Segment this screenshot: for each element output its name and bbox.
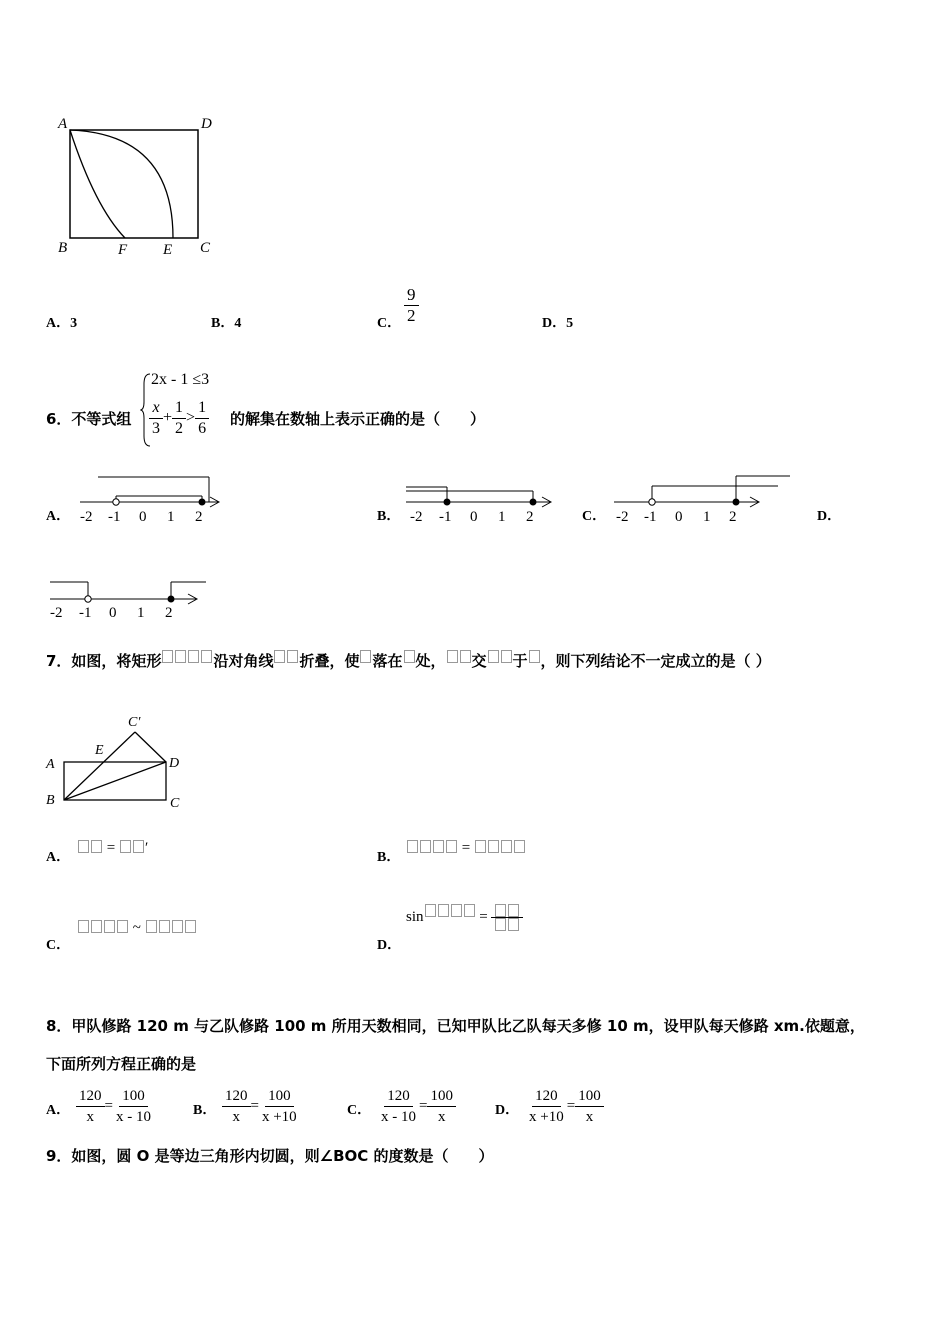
tick-label: 1: [167, 509, 175, 525]
tick-label: 1: [498, 509, 506, 525]
missing-glyph: [438, 904, 449, 917]
label-E: E: [163, 242, 173, 258]
tick-label: -1: [79, 605, 92, 621]
tick-label: 0: [109, 605, 117, 621]
tick-label: -2: [50, 605, 63, 621]
q6-number-line-b: [402, 475, 557, 525]
option-label: A．: [46, 316, 71, 331]
fraction-denominator: 3: [152, 420, 160, 437]
equals-sign: =: [419, 1097, 428, 1114]
missing-glyph: [508, 918, 519, 931]
label-B: B: [58, 240, 68, 256]
tick-label: 2: [526, 509, 534, 525]
label-C: C: [200, 240, 211, 256]
missing-glyph: [446, 840, 457, 853]
fraction-numerator: 100: [265, 1086, 294, 1107]
q8-option-d-equation: [526, 1086, 604, 1127]
text-part: 折叠，使: [299, 652, 360, 670]
label-F: F: [118, 242, 128, 258]
q7-figure: [42, 710, 192, 810]
q6-number-line-a: [76, 475, 226, 525]
missing-glyph: [514, 840, 525, 853]
missing-glyph: [501, 840, 512, 853]
q8-option-a-label[interactable]: A．: [46, 1103, 71, 1118]
text-part: 沿对角线: [213, 652, 274, 670]
text-part: 处，: [415, 652, 446, 670]
q8-option-a-equation: [76, 1086, 154, 1127]
missing-glyph: [175, 650, 186, 663]
q6-number-line-d: [46, 576, 208, 624]
q6-option-d-label[interactable]: D．: [817, 509, 842, 524]
tick-label: -2: [410, 509, 423, 525]
q5-option-d[interactable]: [542, 312, 573, 332]
fraction-denominator: x +10: [529, 1109, 564, 1125]
q5-option-a[interactable]: [46, 312, 77, 332]
option-label: D．: [542, 316, 567, 331]
tick-label: 0: [470, 509, 478, 525]
option-value: 4: [234, 316, 242, 331]
label-D: D: [169, 756, 180, 771]
missing-glyph: [433, 840, 444, 853]
fraction-denominator: x: [437, 1109, 446, 1125]
q7-option-a-formula: = ′: [77, 840, 148, 857]
missing-glyph: [495, 918, 506, 931]
q7-option-c-formula: [77, 920, 197, 937]
option-value: 5: [566, 316, 574, 331]
q5-option-b[interactable]: [211, 312, 241, 332]
fraction-denominator: x: [232, 1109, 240, 1125]
fraction-numerator: 100: [427, 1086, 456, 1107]
fraction-denominator: x - 10: [381, 1109, 416, 1125]
fraction-numerator: 100: [119, 1086, 148, 1107]
missing-glyph: [120, 840, 131, 853]
tick-label: 2: [195, 509, 203, 525]
fraction-numerator: 120: [76, 1086, 105, 1107]
tick-label: 2: [165, 605, 173, 621]
option-label: C．: [377, 316, 402, 331]
tick-label: -2: [80, 509, 93, 525]
q7-option-b-label[interactable]: B．: [377, 850, 401, 865]
equals-sign: =: [106, 840, 116, 856]
fraction-numerator: 120: [532, 1086, 561, 1107]
missing-glyph: [464, 904, 475, 917]
plus-sign: +: [163, 409, 173, 427]
missing-glyph: [425, 904, 436, 917]
q8-text-line1: 8．甲队修路 120 m 与乙队修路 100 m 所用天数相同，已知甲队比乙队每天多修 10 m，设甲队每天修路 xm.依题意，: [46, 1017, 865, 1035]
label-D: D: [201, 116, 212, 132]
missing-glyph: [508, 904, 519, 917]
missing-glyph: [488, 650, 499, 663]
missing-glyph: [146, 920, 157, 933]
label-A: A: [46, 757, 55, 772]
text-part: 7．如图，将矩形: [46, 652, 162, 670]
missing-glyph: [172, 920, 183, 933]
equals-sign: =: [479, 908, 488, 925]
tick-label: -1: [108, 509, 121, 525]
missing-glyph: [274, 650, 285, 663]
label-B: B: [46, 793, 55, 808]
fraction-denominator: x - 10: [115, 1109, 151, 1125]
q7-text: [46, 650, 771, 671]
tick-label: 1: [703, 509, 711, 525]
tick-label: -2: [616, 509, 629, 525]
missing-glyph: [488, 840, 499, 853]
text-part: 于: [512, 652, 528, 670]
fraction-numerator: 1: [172, 398, 186, 419]
missing-glyph: [159, 920, 170, 933]
q6-inequality-2: [149, 398, 209, 439]
q7-option-b-formula: [406, 840, 526, 857]
equals-sign: =: [566, 1097, 576, 1114]
missing-glyph: [201, 650, 212, 663]
missing-glyph: [404, 650, 415, 663]
missing-glyph: [104, 920, 115, 933]
q9-text: 9．如图，圆 O 是等边三角形内切圆，则∠BOC 的度数是（ ）: [46, 1147, 494, 1165]
sin-function: sin: [406, 908, 424, 925]
missing-glyph: [185, 920, 196, 933]
missing-glyph: [447, 650, 458, 663]
label-C: C: [170, 796, 180, 810]
missing-glyph: [501, 650, 512, 663]
q6-inequality-1: 2x - 1 ≤3: [151, 371, 210, 388]
q8-text-line2: 下面所列方程正确的是: [46, 1055, 197, 1073]
fraction-denominator: x: [86, 1109, 94, 1125]
q8-option-c-equation: [378, 1086, 456, 1127]
fraction-numerator: x: [149, 398, 162, 419]
missing-glyph: [407, 840, 418, 853]
fraction-denominator: x +10: [261, 1109, 297, 1125]
similar-sign: ~: [132, 920, 141, 936]
fraction-numerator: 120: [384, 1086, 413, 1107]
missing-glyph: [91, 920, 102, 933]
option-label: B．: [211, 316, 235, 331]
q6-option-c-label[interactable]: C．: [582, 509, 607, 524]
missing-glyph: [495, 904, 506, 917]
fraction-numerator: 1: [195, 398, 209, 419]
fraction-numerator: 100: [575, 1086, 604, 1107]
q7-option-d-label[interactable]: D．: [377, 938, 402, 953]
missing-glyph: [162, 650, 173, 663]
q5-option-c[interactable]: [377, 312, 401, 332]
tick-label: 0: [139, 509, 147, 525]
tick-label: 2: [729, 509, 737, 525]
missing-glyph: [451, 904, 462, 917]
q7-option-c-label[interactable]: C．: [46, 938, 71, 953]
missing-glyph: [78, 920, 89, 933]
fraction-numerator: 9: [404, 285, 419, 306]
label-A: A: [58, 116, 68, 132]
label-C-prime: C′: [128, 715, 141, 730]
q8-option-c-label[interactable]: C．: [347, 1103, 372, 1118]
label-E: E: [95, 743, 104, 758]
q6-option-a-label[interactable]: A．: [46, 509, 71, 524]
equals-sign: =: [461, 840, 471, 856]
q7-option-a-label[interactable]: A．: [46, 850, 71, 865]
missing-glyph: [188, 650, 199, 663]
missing-glyph: [117, 920, 128, 933]
q6-number-line-c: [608, 472, 796, 525]
greater-sign: >: [186, 409, 196, 427]
tick-label: -1: [644, 509, 657, 525]
fraction-denominator: 2: [175, 420, 184, 437]
option-value: 3: [70, 316, 78, 331]
fraction-denominator: 2: [407, 306, 416, 325]
missing-glyph: [287, 650, 298, 663]
tick-label: -1: [439, 509, 452, 525]
missing-glyph: [420, 840, 431, 853]
fraction-denominator: 6: [198, 420, 207, 437]
missing-glyph: [460, 650, 471, 663]
q8-option-b-equation: [222, 1086, 300, 1127]
text-part: 交: [471, 652, 487, 670]
fraction-numerator: 120: [222, 1086, 251, 1107]
text-part: 落在: [372, 652, 403, 670]
missing-glyph: [91, 840, 102, 853]
q7-option-d-formula: [406, 904, 523, 931]
q6-prefix: 6．不等式组: [46, 410, 132, 428]
missing-glyph: [475, 840, 486, 853]
equals-sign: =: [104, 1097, 113, 1114]
missing-glyph: [529, 650, 540, 663]
fraction-denominator: x: [585, 1109, 594, 1125]
text-part: ，则下列结论不一定成立的是（ ）: [540, 652, 771, 670]
missing-glyph: [133, 840, 144, 853]
q5-figure: [55, 112, 230, 262]
q8-option-d-label[interactable]: D．: [495, 1103, 520, 1118]
missing-glyph: [360, 650, 371, 663]
missing-glyph: [78, 840, 89, 853]
q8-option-b-label[interactable]: B．: [193, 1103, 217, 1118]
equals-sign: =: [250, 1097, 259, 1114]
tick-label: 0: [675, 509, 683, 525]
q6-suffix: 的解集在数轴上表示正确的是（ ）: [230, 410, 486, 428]
q5-option-c-fraction: [404, 285, 419, 326]
q6-option-b-label[interactable]: B．: [377, 509, 401, 524]
tick-label: 1: [137, 605, 145, 621]
